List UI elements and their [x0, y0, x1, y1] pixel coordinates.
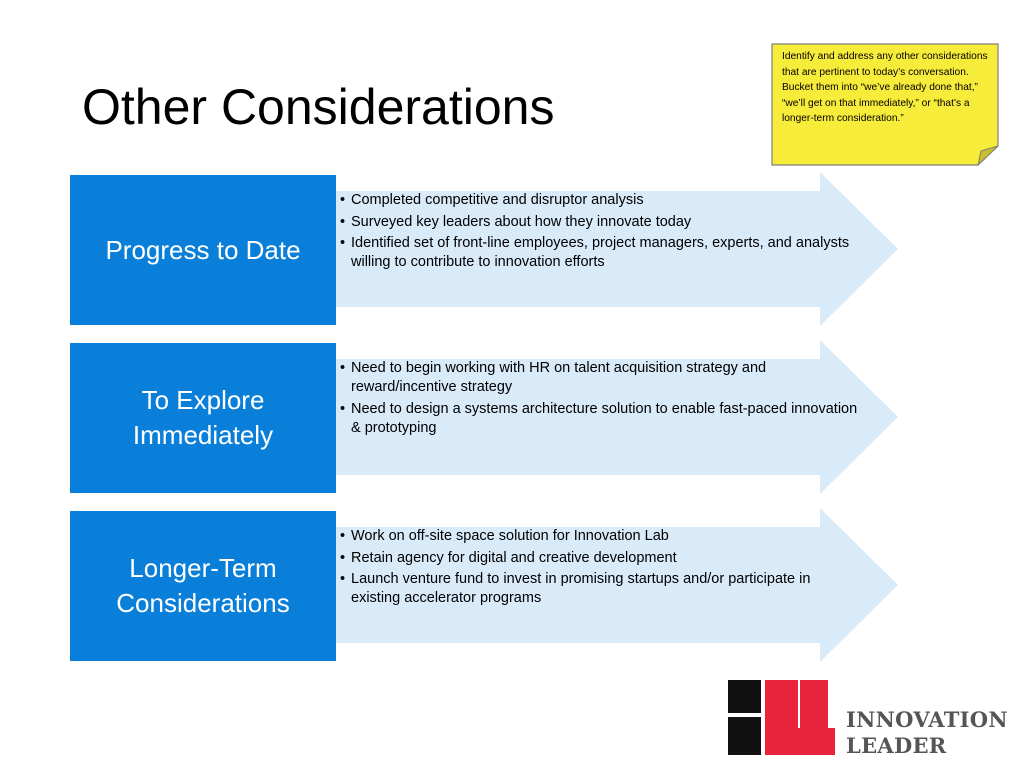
logo-block-red-tall: [765, 680, 798, 755]
bullet-item: • Retain agency for digital and creative development: [338, 549, 858, 568]
row-label-box: [70, 343, 336, 493]
row-label-line: To Explore: [141, 385, 265, 415]
logo-block-black-bottom: [728, 717, 761, 755]
bullet-item: • Work on off-site space solution for Innovation Lab: [338, 527, 858, 546]
logo-block-black-top: [728, 680, 761, 713]
sticky-note: [771, 43, 999, 166]
bullet-item: • Identified set of front-line employees, project managers, experts, and analysts willing to contribute to innovation efforts: [338, 234, 858, 272]
logo-wordmark: [846, 707, 1008, 759]
logo-text-line1: INNOVATION: [846, 707, 1008, 732]
bullet-list: [338, 359, 858, 440]
row-label-line: Considerations: [116, 588, 290, 618]
row-label-line: Progress to Date: [105, 234, 301, 265]
bullet-list: [338, 191, 858, 275]
row-to-explore-immediately: [70, 339, 900, 495]
row-label-box: [70, 511, 336, 661]
row-longer-term-considerations: [70, 507, 900, 663]
logo-block-red-foot: [798, 728, 835, 755]
sticky-note-text: Identify and address any other considerations that are pertinent to today’s conversation. Bucket them into “we’ve already done that,” “we’ll get on that immediately,” or “that’s a longer-term consideration.”: [782, 51, 988, 124]
logo-text-line2: LEADER: [846, 733, 947, 758]
row-progress-to-date: [70, 171, 900, 327]
row-label-line: Longer-Term: [129, 553, 277, 583]
row-label-line: Immediately: [132, 420, 274, 450]
innovation-leader-logo: [728, 680, 1018, 760]
bullet-item: • Completed competitive and disruptor analysis: [338, 191, 858, 210]
bullet-list: [338, 527, 858, 611]
slide-title: Other Considerations: [82, 79, 555, 135]
bullet-item: • Need to begin working with HR on talent acquisition strategy and reward/incentive strategy: [338, 359, 858, 397]
bullet-item: • Need to design a systems architecture solution to enable fast-paced innovation & prototyping: [338, 400, 858, 438]
bullet-item: • Launch venture fund to invest in promising startups and/or participate in existing accelerator programs: [338, 570, 858, 608]
bullet-item: • Surveyed key leaders about how they innovate today: [338, 213, 858, 232]
row-label-box: [70, 175, 336, 325]
